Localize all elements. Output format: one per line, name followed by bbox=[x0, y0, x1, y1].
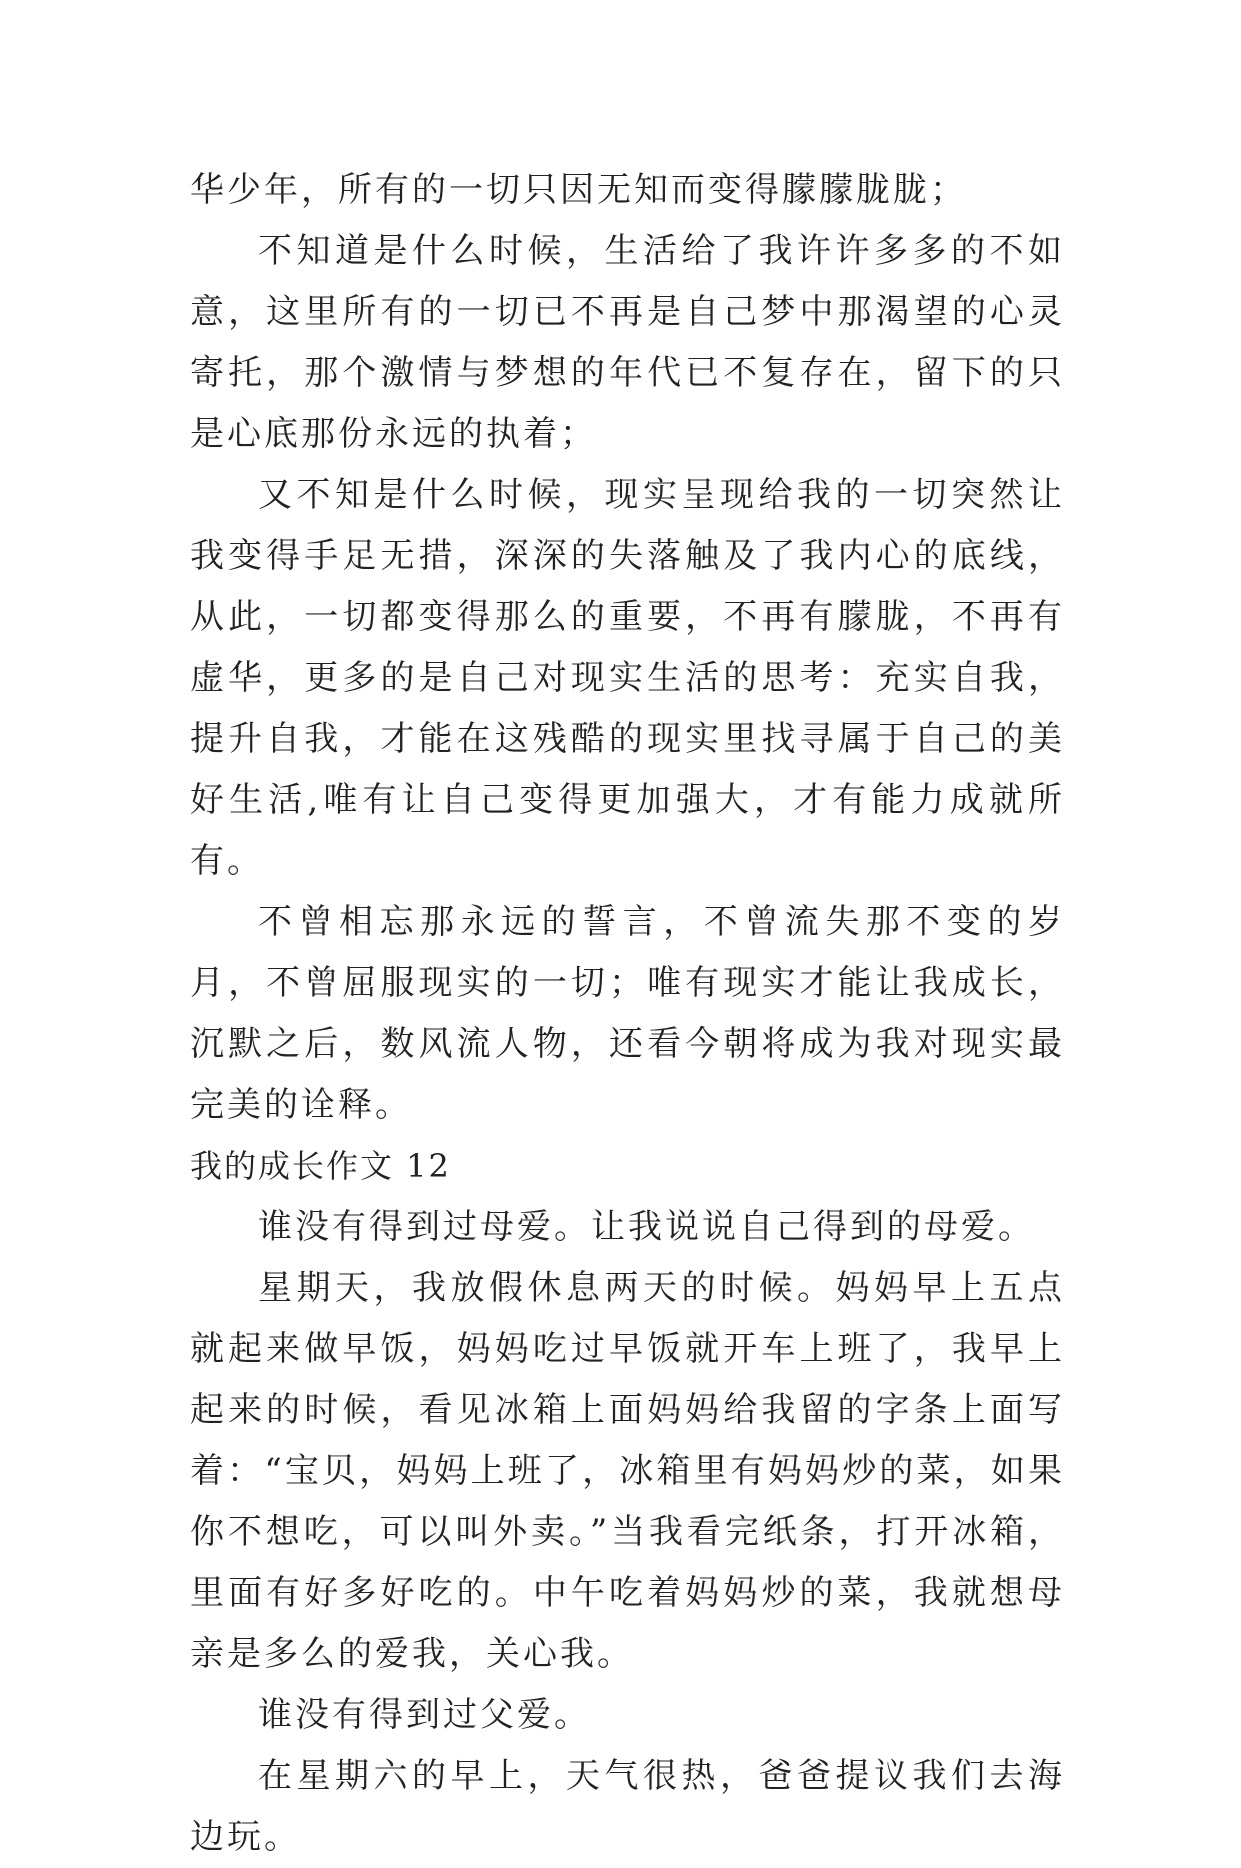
paragraph-8: 在星期六的早上，天气很热，爸爸提议我们去海边玩。 bbox=[190, 1756, 1065, 1857]
article-body bbox=[190, 160, 1065, 1868]
section-heading: 我的成长作文 12 bbox=[190, 1147, 451, 1185]
paragraph-7: 谁没有得到过父爱。 bbox=[258, 1695, 591, 1735]
paragraph-3: 又不知是什么时候，现实呈现给我的一切突然让我变得手足无措，深深的失落触及了我内心的底线，从此，一切都变得那么的重要，不再有朦胧，不再有虚华，更多的是自己对现实生活的思考：充实自我，提升自我，才能在这残酷的现实里找寻属于自己的美好生活,唯有让自己变得更加强大，才有能力成就所有。 bbox=[190, 475, 1065, 881]
paragraph-6: 星期天，我放假休息两天的时候。妈妈早上五点就起来做早饭，妈妈吃过早饭就开车上班了，我早上起来的时候，看见冰箱上面妈妈给我留的字条上面写着：“宝贝，妈妈上班了，冰箱里有妈妈炒的菜，如果你不想吃，可以叫外卖。”当我看完纸条，打开冰箱，里面有好多好吃的。中午吃着妈妈炒的菜，我就想母亲是多么的爱我，关心我。 bbox=[190, 1268, 1065, 1674]
paragraph-5: 谁没有得到过母爱。让我说说自己得到的母爱。 bbox=[258, 1207, 1035, 1247]
paragraph-2: 不知道是什么时候，生活给了我许许多多的不如意，这里所有的一切已不再是自己梦中那渴望的心灵寄托，那个激情与梦想的年代已不复存在，留下的只是心底那份永远的执着； bbox=[190, 231, 1065, 454]
paragraph-4: 不曾相忘那永远的誓言，不曾流失那不变的岁月，不曾屈服现实的一切；唯有现实才能让我成长，沉默之后，数风流人物，还看今朝将成为我对现实最完美的诠释。 bbox=[190, 902, 1065, 1125]
paragraph-1: 华少年，所有的一切只因无知而变得朦朦胧胧； bbox=[190, 170, 967, 210]
